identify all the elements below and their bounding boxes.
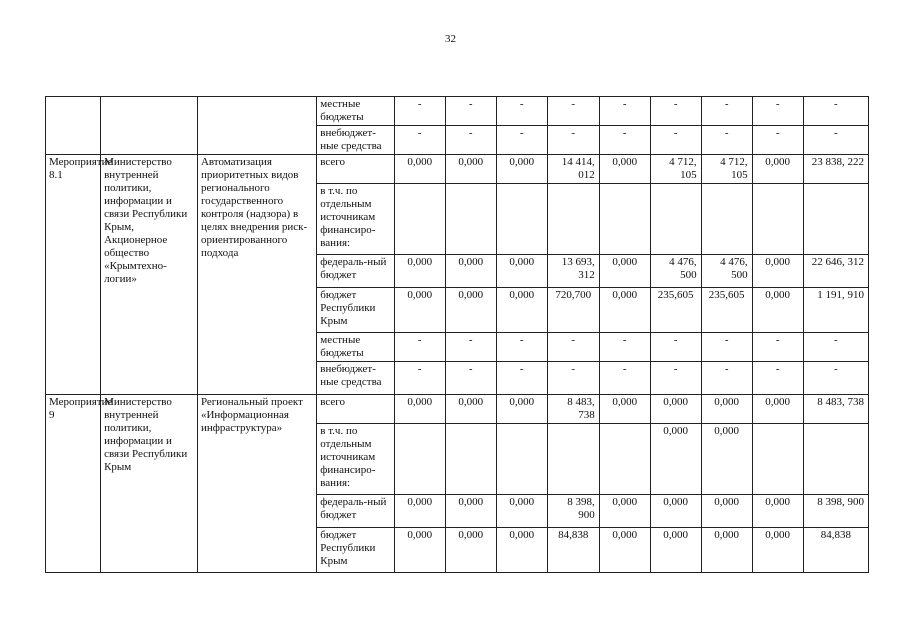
value-cell: -	[803, 362, 868, 395]
value-cell: 14 414, 012	[547, 155, 599, 184]
value-cell: 0,000	[394, 255, 445, 288]
value-cell: 0,000	[650, 395, 701, 424]
value-cell: -	[701, 333, 752, 362]
value-cell: -	[445, 333, 496, 362]
value-cell	[445, 184, 496, 255]
value-cell: -	[394, 333, 445, 362]
value-cell: -	[752, 126, 803, 155]
value-cell: 0,000	[445, 495, 496, 528]
value-cell: -	[394, 126, 445, 155]
value-cell: -	[394, 97, 445, 126]
value-cell: 4 712, 105	[650, 155, 701, 184]
value-cell: 0,000	[650, 424, 701, 495]
event-cell: Мероприятие 8.1	[46, 155, 101, 395]
value-cell: -	[496, 362, 547, 395]
value-cell: 0,000	[496, 255, 547, 288]
value-cell	[599, 424, 650, 495]
name-cell	[197, 97, 316, 155]
executor-cell	[101, 97, 198, 155]
value-cell: -	[445, 362, 496, 395]
value-cell: 0,000	[752, 255, 803, 288]
funding-source-cell: местные бюджеты	[317, 97, 395, 126]
value-cell: 0,000	[752, 155, 803, 184]
funding-source-cell: в т.ч. по отдельным источникам финансиро-вания:	[317, 184, 395, 255]
value-cell: 0,000	[752, 528, 803, 573]
name-cell: Автоматизация приоритетных видов регионального государственного контроля (надзора) в целях внедрения риск-ориентированного подхода	[197, 155, 316, 395]
value-cell: -	[650, 362, 701, 395]
value-cell	[394, 184, 445, 255]
executor-cell: Министерство внутренней политики, информации и связи Республики Крым, Акционерное общество «Крымтехно-логии»	[101, 155, 198, 395]
value-cell: 0,000	[445, 155, 496, 184]
value-cell: 0,000	[752, 288, 803, 333]
value-cell: 8 483, 738	[547, 395, 599, 424]
funding-source-cell: бюджет Республики Крым	[317, 528, 395, 573]
value-cell: -	[547, 362, 599, 395]
value-cell	[547, 184, 599, 255]
value-cell	[803, 424, 868, 495]
value-cell: 0,000	[496, 288, 547, 333]
value-cell	[394, 424, 445, 495]
funding-source-cell: всего	[317, 395, 395, 424]
value-cell: -	[650, 126, 701, 155]
value-cell: -	[650, 333, 701, 362]
value-cell: 8 483, 738	[803, 395, 868, 424]
funding-source-cell: всего	[317, 155, 395, 184]
value-cell: 0,000	[445, 288, 496, 333]
value-cell	[803, 184, 868, 255]
value-cell: -	[701, 126, 752, 155]
value-cell: 13 693, 312	[547, 255, 599, 288]
table-row	[46, 395, 869, 424]
value-cell: -	[547, 97, 599, 126]
value-cell: -	[445, 97, 496, 126]
value-cell	[547, 424, 599, 495]
value-cell	[752, 424, 803, 495]
value-cell: -	[599, 362, 650, 395]
value-cell: 720,700	[547, 288, 599, 333]
funding-source-cell: внебюджет-ные средства	[317, 126, 395, 155]
budget-table	[45, 96, 869, 573]
value-cell: 0,000	[701, 395, 752, 424]
value-cell: -	[445, 126, 496, 155]
value-cell: -	[803, 333, 868, 362]
value-cell: 0,000	[394, 528, 445, 573]
value-cell	[701, 184, 752, 255]
funding-source-cell: федераль-ный бюджет	[317, 255, 395, 288]
value-cell: 0,000	[496, 495, 547, 528]
table-row	[46, 97, 869, 126]
value-cell: 23 838, 222	[803, 155, 868, 184]
value-cell	[599, 184, 650, 255]
value-cell: 0,000	[496, 155, 547, 184]
value-cell: 0,000	[445, 395, 496, 424]
value-cell: 84,838	[803, 528, 868, 573]
event-cell	[46, 97, 101, 155]
funding-source-cell: внебюджет-ные средства	[317, 362, 395, 395]
value-cell	[445, 424, 496, 495]
value-cell: 0,000	[599, 155, 650, 184]
funding-source-cell: бюджет Республики Крым	[317, 288, 395, 333]
value-cell: -	[752, 333, 803, 362]
value-cell: -	[650, 97, 701, 126]
value-cell: 0,000	[599, 255, 650, 288]
value-cell: 22 646, 312	[803, 255, 868, 288]
value-cell: 4 712, 105	[701, 155, 752, 184]
value-cell: 0,000	[445, 255, 496, 288]
value-cell: -	[496, 333, 547, 362]
value-cell: -	[599, 126, 650, 155]
value-cell: 84,838	[547, 528, 599, 573]
value-cell: 0,000	[752, 495, 803, 528]
funding-source-cell: в т.ч. по отдельным источникам финансиро-вания:	[317, 424, 395, 495]
page-number: 32	[445, 33, 456, 45]
value-cell: -	[599, 97, 650, 126]
value-cell: 0,000	[599, 528, 650, 573]
value-cell: 0,000	[394, 395, 445, 424]
value-cell: 0,000	[394, 155, 445, 184]
value-cell: 0,000	[650, 528, 701, 573]
value-cell: 0,000	[496, 528, 547, 573]
value-cell: -	[547, 126, 599, 155]
value-cell	[752, 184, 803, 255]
value-cell	[496, 424, 547, 495]
value-cell: 0,000	[394, 288, 445, 333]
executor-cell: Министерство внутренней политики, информации и связи Республики Крым	[101, 395, 198, 573]
value-cell: 0,000	[445, 528, 496, 573]
name-cell: Региональный проект «Информационная инфраструктура»	[197, 395, 316, 573]
value-cell: 0,000	[701, 424, 752, 495]
value-cell: 4 476, 500	[650, 255, 701, 288]
value-cell: -	[394, 362, 445, 395]
value-cell	[496, 184, 547, 255]
value-cell: 235,605	[701, 288, 752, 333]
value-cell: 8 398, 900	[803, 495, 868, 528]
value-cell: -	[701, 362, 752, 395]
value-cell: 0,000	[599, 288, 650, 333]
funding-source-cell: местные бюджеты	[317, 333, 395, 362]
value-cell: 0,000	[650, 495, 701, 528]
value-cell: -	[599, 333, 650, 362]
value-cell: -	[496, 97, 547, 126]
value-cell: 1 191, 910	[803, 288, 868, 333]
value-cell: -	[752, 362, 803, 395]
funding-source-cell: федераль-ный бюджет	[317, 495, 395, 528]
value-cell: 235,605	[650, 288, 701, 333]
value-cell: 8 398, 900	[547, 495, 599, 528]
value-cell: 0,000	[599, 395, 650, 424]
value-cell: 0,000	[701, 528, 752, 573]
value-cell: 4 476, 500	[701, 255, 752, 288]
value-cell: 0,000	[496, 395, 547, 424]
value-cell	[650, 184, 701, 255]
value-cell: 0,000	[394, 495, 445, 528]
value-cell: -	[803, 126, 868, 155]
table-row	[46, 155, 869, 184]
event-cell: Мероприятие 9	[46, 395, 101, 573]
value-cell: -	[547, 333, 599, 362]
value-cell: 0,000	[752, 395, 803, 424]
value-cell: -	[701, 97, 752, 126]
value-cell: -	[496, 126, 547, 155]
value-cell: 0,000	[701, 495, 752, 528]
value-cell: -	[803, 97, 868, 126]
value-cell: 0,000	[599, 495, 650, 528]
value-cell: -	[752, 97, 803, 126]
